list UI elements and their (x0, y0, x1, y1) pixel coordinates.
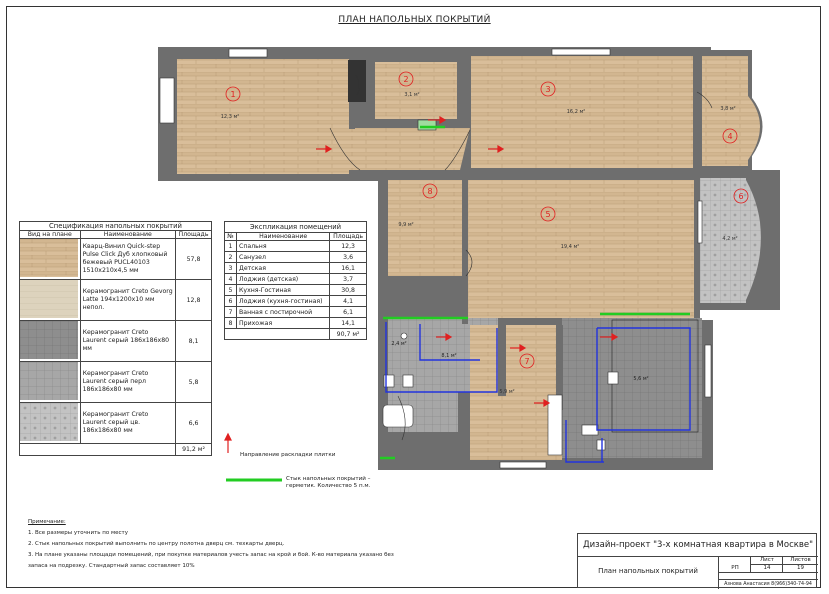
zone-area-text: 5,6 м² (633, 376, 649, 382)
spec-row-name: Керамогранит Creto Laurent серый цв. 186х186х80 мм (80, 403, 175, 444)
note-line: 1. Все размеры уточнить по месту (28, 530, 128, 536)
room-area-text: 5,9 м² (499, 389, 515, 395)
spec-row-area: 5,8 (176, 362, 212, 403)
room-1-floor (177, 59, 349, 174)
spec-row-area: 12,8 (176, 280, 212, 321)
room-area-text: 3,8 м² (720, 106, 736, 112)
room-area-text: 3,1 м² (404, 92, 420, 98)
expl-name: Кухня-Гостиная (237, 285, 330, 296)
swatch-mid (20, 362, 81, 403)
expl-num: 6 (225, 296, 237, 307)
spec-header-view: Вид на плане (20, 231, 81, 239)
expl-num: 5 (225, 285, 237, 296)
expl-area: 14,1 (330, 318, 367, 329)
explication-caption: Экспликация помещений (225, 222, 367, 233)
expl-row (225, 296, 367, 307)
spec-row (20, 239, 212, 280)
spec-row (20, 321, 212, 362)
room-number-text: 7 (524, 357, 530, 366)
room-number-text: 2 (403, 75, 409, 84)
spec-row-name: Керамогранит Creto Laurent серый перл 186х186х80 мм (80, 362, 175, 403)
expl-num: 4 (225, 274, 237, 285)
legend-joint-text (286, 476, 370, 490)
swatch-dark (20, 321, 81, 362)
spec-row (20, 403, 212, 444)
expl-header-name: Наименование (237, 233, 330, 241)
room-number-text: 1 (230, 90, 236, 99)
room-number-text: 5 (545, 210, 551, 219)
spec-row-area: 8,1 (176, 321, 212, 362)
flooring-spec-table (19, 221, 212, 456)
author-contact: Азнова Анастасия 8(966)340-74-94 (718, 579, 818, 590)
expl-name: Ванная с постирочной (237, 307, 330, 318)
sheets-total: 19 (782, 564, 818, 573)
swatch-latte (20, 280, 81, 321)
spec-header-area: Площадь (176, 231, 212, 239)
expl-row (225, 285, 367, 296)
expl-num: 8 (225, 318, 237, 329)
expl-num: 1 (225, 241, 237, 252)
expl-row (225, 318, 367, 329)
expl-name: Санузел (237, 252, 330, 263)
stage-value: РП (718, 564, 751, 573)
room-area-text: 12,3 м² (220, 114, 240, 120)
zone-area-text: 2,4 м² (391, 341, 407, 347)
expl-row (225, 252, 367, 263)
expl-row (225, 241, 367, 252)
spec-row-area: 57,8 (176, 239, 212, 280)
zone-area-text: 8,1 м² (441, 353, 457, 359)
room-area-text: 16,2 м² (566, 109, 586, 115)
room-number-text: 3 (545, 85, 551, 94)
notes-heading: Примечание: (28, 519, 66, 525)
spec-row-name: Керамогранит Creto Laurent серый 186х186х80 мм (80, 321, 175, 362)
room-number-text: 6 (738, 192, 744, 201)
page-title: ПЛАН НАПОЛЬНЫХ ПОКРЫТИЙ (338, 15, 491, 25)
expl-name: Прихожая (237, 318, 330, 329)
expl-name: Лоджия (детская) (237, 274, 330, 285)
title-block (577, 533, 817, 588)
room-area-text: 19,4 м² (560, 244, 580, 250)
spec-row-area: 6,6 (176, 403, 212, 444)
legend-joint-line-2: герметик. Количество 5 п.м. (286, 483, 371, 489)
notes-block (28, 517, 448, 572)
expl-area: 12,3 (330, 241, 367, 252)
room-area-text: 4,2 м² (722, 236, 738, 242)
label-sheets: Листов (782, 556, 818, 565)
sheet-number: 14 (750, 564, 783, 573)
expl-area: 30,8 (330, 285, 367, 296)
expl-row (225, 274, 367, 285)
expl-name: Детская (237, 263, 330, 274)
expl-header-num: № (225, 233, 237, 241)
expl-num: 3 (225, 263, 237, 274)
room-5-floor (468, 180, 694, 318)
swatch-pattern (20, 403, 81, 444)
spec-row-name: Кварц-Винил Quick-step Pulse Click Дуб хлопковый бежевый PUCL40103 1510х210х4,5 мм (80, 239, 175, 280)
expl-row (225, 263, 367, 274)
expl-name: Спальня (237, 241, 330, 252)
legend-arrow-text: Направление раскладки плитки (240, 452, 336, 458)
room-number-text: 4 (727, 132, 733, 141)
expl-area: 4,1 (330, 296, 367, 307)
expl-area: 6,1 (330, 307, 367, 318)
spec-row (20, 362, 212, 403)
note-line: 2. Стык напольных покрытий выполнить по центру полотна дверц см. техкарты дверц. (28, 541, 285, 547)
note-line: 3. На плане указаны площади помещений, при покупке материалов учесть запас на крой и бой. К-во материала указано без (28, 552, 394, 558)
project-title: Дизайн-проект "3-х комнатная квартира в Москве" (578, 534, 818, 557)
room-number-text: 8 (427, 187, 433, 196)
note-line: запаса на подрезку. Стандартный запас составляет 10% (28, 563, 195, 569)
spec-header-name: Наименование (80, 231, 175, 239)
explication-total: 90,7 м² (330, 329, 367, 340)
expl-area: 3,6 (330, 252, 367, 263)
label-sheet: Лист (750, 556, 783, 565)
room-explication-table (224, 221, 367, 340)
expl-header-area: Площадь (330, 233, 367, 241)
room-area-text: 9,9 м² (398, 222, 414, 228)
expl-num: 2 (225, 252, 237, 263)
sheet-name: План напольных покрытий (578, 556, 719, 589)
spec-total: 91,2 м² (176, 444, 212, 456)
spec-caption: Спецификация напольных покрытий (20, 222, 212, 231)
spec-row-name: Керамогранит Creto Gevorg Latte 194х1200х10 мм непол. (80, 280, 175, 321)
expl-name: Лоджия (кухня-гостиная) (237, 296, 330, 307)
expl-num: 7 (225, 307, 237, 318)
room-2-floor (375, 62, 457, 119)
room-8-floor (388, 180, 462, 280)
expl-area: 16,1 (330, 263, 367, 274)
legend-joint-line-1: Стык напольных покрытий – (286, 476, 371, 482)
spec-row (20, 280, 212, 321)
expl-row (225, 307, 367, 318)
swatch-wood (20, 239, 81, 280)
expl-area: 3,7 (330, 274, 367, 285)
